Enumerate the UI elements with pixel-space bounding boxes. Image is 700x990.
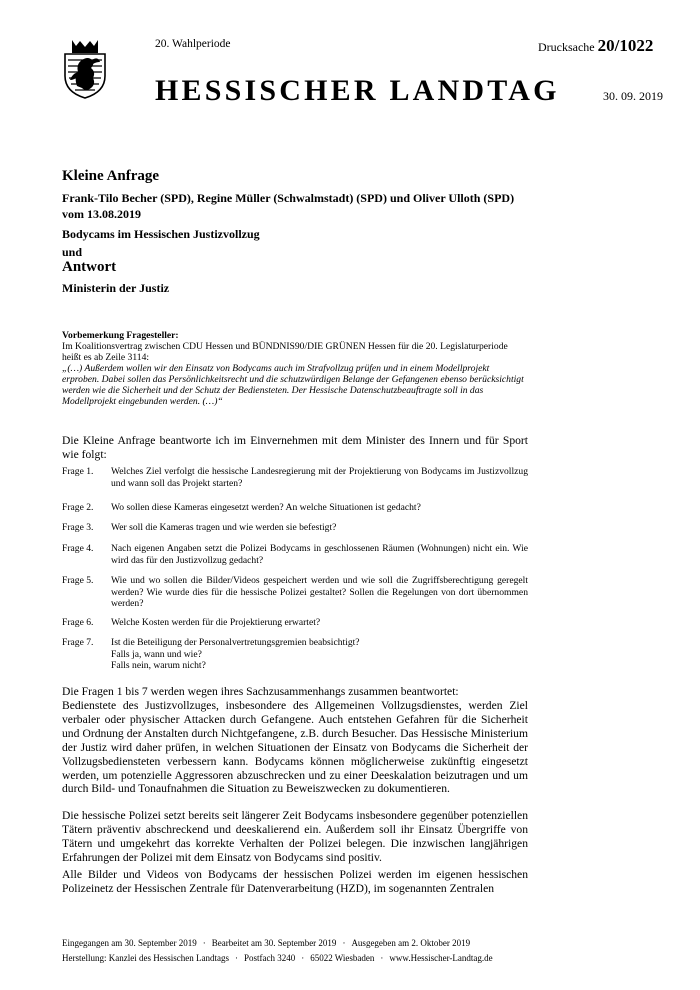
document-date: 30. 09. 2019 bbox=[603, 89, 663, 103]
question-line: Falls ja, wann und wie? bbox=[111, 648, 202, 660]
footer-website: www.Hessischer-Landtag.de bbox=[389, 953, 493, 963]
document-kind: Kleine Anfrage bbox=[62, 168, 160, 184]
question-label: Frage 6. bbox=[62, 617, 94, 628]
footer-pobox: Postfach 3240 bbox=[243, 953, 296, 963]
footer-separator: · bbox=[202, 938, 206, 948]
conjunction: und bbox=[62, 245, 83, 259]
footer-separator: · bbox=[380, 953, 384, 963]
question-item bbox=[62, 502, 528, 514]
footer-dates bbox=[62, 938, 470, 948]
footer-separator: · bbox=[234, 953, 238, 963]
question-text bbox=[111, 637, 528, 672]
question-label: Frage 4. bbox=[62, 543, 94, 554]
preliminary-heading: Vorbemerkung Fragesteller: bbox=[62, 330, 179, 341]
question-label: Frage 5. bbox=[62, 575, 94, 586]
footer-received: Eingegangen am 30. September 2019 bbox=[62, 938, 197, 948]
question-text: Wo sollen diese Kameras eingesetzt werden? An welche Situationen ist gedacht? bbox=[111, 502, 421, 513]
question-label: Frage 2. bbox=[62, 502, 94, 513]
question-text: Wer soll die Kameras tragen und wie werden sie befestigt? bbox=[111, 522, 337, 533]
drucksache-label: Drucksache bbox=[538, 40, 595, 54]
footer-separator: · bbox=[301, 953, 305, 963]
preliminary-text: Im Koalitionsvertrag zwischen CDU Hessen und BÜNDNIS90/DIE GRÜNEN Hessen für die 20. Legislaturperiode heißt es ab Zeile 3114: bbox=[62, 341, 508, 363]
legislative-period: 20. Wahlperiode bbox=[155, 38, 231, 50]
question-label: Frage 3. bbox=[62, 522, 94, 533]
answer-summary: Die Fragen 1 bis 7 werden wegen ihres Sachzusammenhangs zusammen beantwortet: bbox=[62, 685, 459, 698]
question-text: Welches Ziel verfolgt die hessische Landesregierung mit der Projektierung von Bodycams im Justizvollzug und wann soll das Projekt starten? bbox=[111, 466, 528, 489]
question-item bbox=[62, 543, 528, 566]
answer-label: Antwort bbox=[62, 259, 117, 275]
question-label: Frage 1. bbox=[62, 466, 94, 477]
question-item bbox=[62, 466, 528, 489]
preliminary-remark bbox=[62, 330, 528, 407]
authors: Frank-Tilo Becher (SPD), Regine Müller (Schwalmstadt) (SPD) und Oliver Ulloth (SPD) vom 13.08.2019 bbox=[62, 191, 515, 221]
answer-intro: Die Kleine Anfrage beantworte ich im Einvernehmen mit dem Minister des Innern und für Sport wie folgt: bbox=[62, 434, 528, 461]
answering-ministry: Ministerin der Justiz bbox=[62, 281, 170, 295]
question-item bbox=[62, 522, 528, 534]
question-item bbox=[62, 575, 528, 610]
footer-issued: Ausgegeben am 2. Oktober 2019 bbox=[351, 938, 471, 948]
question-text: Wie und wo sollen die Bilder/Videos gespeichert werden und wie soll die Zugriffsberechtigung geregelt werden? Wie wurde dies für die hessische Polizei gestaltet? Sollen die Regelungen von dort übernommen werden? bbox=[111, 575, 528, 609]
answer-paragraph: Bedienstete des Justizvollzuges, insbesondere des Allgemeinen Vollzugsdienstes, werden Ziel verbaler oder physischer Attacken durch Gefangene. Auch entstehen Gefahren für die Sicherheit und Ordnung der Anstalten durch Nichtgefangene, z.B. durch Besucher. Das Hessische Ministerium der Justiz wird daher prüfen, in welchen Situationen der Einsatz von Bodycams die Sicherheit der Vollzugsbediensteten verbessern kann. Bodycams können möglicherweise zukünftig eingesetzt werden, um potenzielle Aggressoren abzuschrecken und zu einer Deeskalation beizutragen und um durch Bild- und Tonaufnahmen die Situation zu Beweiszwecken zu dokumentieren. bbox=[62, 699, 528, 796]
question-line: Falls nein, warum nicht? bbox=[111, 660, 206, 671]
question-item bbox=[62, 617, 528, 629]
question-line: Ist die Beteiligung der Personalvertretungsgremien beabsichtigt? bbox=[111, 637, 360, 648]
footer-producer: Herstellung: Kanzlei des Hessischen Landtags bbox=[62, 953, 229, 963]
preliminary-quote: „(…) Außerdem wollen wir den Einsatz von Bodycams auch im Strafvollzug prüfen und in einem Modellprojekt erproben. Dabei sollen das Persönlichkeitsrecht und die schutzwürdigen Belange der Gefangenen ebenso berücksichtigt werden wie die Sicherheit und der Schutz der Bediensteten. Der Hessische Datenschutzbeauftragte soll in das Modellprojekt eingebunden werden. (…)“ bbox=[62, 363, 524, 407]
answer-paragraph: Alle Bilder und Videos von Bodycams der hessischen Polizei werden im eigenen hessischen Polizeinetz der Hessischen Zentrale für Datenverarbeitung (HZD), im sogenannten Zentralen bbox=[62, 868, 528, 895]
drucksache bbox=[538, 36, 653, 56]
question-item bbox=[62, 637, 528, 672]
footer-processed: Bearbeitet am 30. September 2019 bbox=[211, 938, 337, 948]
footer-production bbox=[62, 953, 493, 963]
hessen-coat-of-arms-icon bbox=[62, 38, 108, 100]
footer-city: 65022 Wiesbaden bbox=[310, 953, 375, 963]
question-text: Welche Kosten werden für die Projektierung erwartet? bbox=[111, 617, 321, 628]
parliament-title: HESSISCHER LANDTAG bbox=[155, 74, 560, 107]
answer-paragraph: Die hessische Polizei setzt bereits seit längerer Zeit Bodycams insbesondere gegenüber potenziellen Tätern präventiv abschreckend und deeskalierend ein. Außerdem soll ihr Einsatz Übergriffe von Tätern und umgekehrt das korrekte Verhalten der Polizei belegen. Die inzwischen langjährigen Erfahrungen der Polizei mit dem Einsatz von Bodycams sind positiv. bbox=[62, 809, 528, 864]
question-label: Frage 7. bbox=[62, 637, 94, 648]
drucksache-number: 20/1022 bbox=[597, 36, 654, 55]
topic: Bodycams im Hessischen Justizvollzug bbox=[62, 227, 260, 241]
question-text: Nach eigenen Angaben setzt die Polizei Bodycams in geschlossenen Räumen (Wohnungen) nicht ein. Wie wird das für den Justizvollzug gedacht? bbox=[111, 543, 528, 566]
footer-separator: · bbox=[342, 938, 346, 948]
